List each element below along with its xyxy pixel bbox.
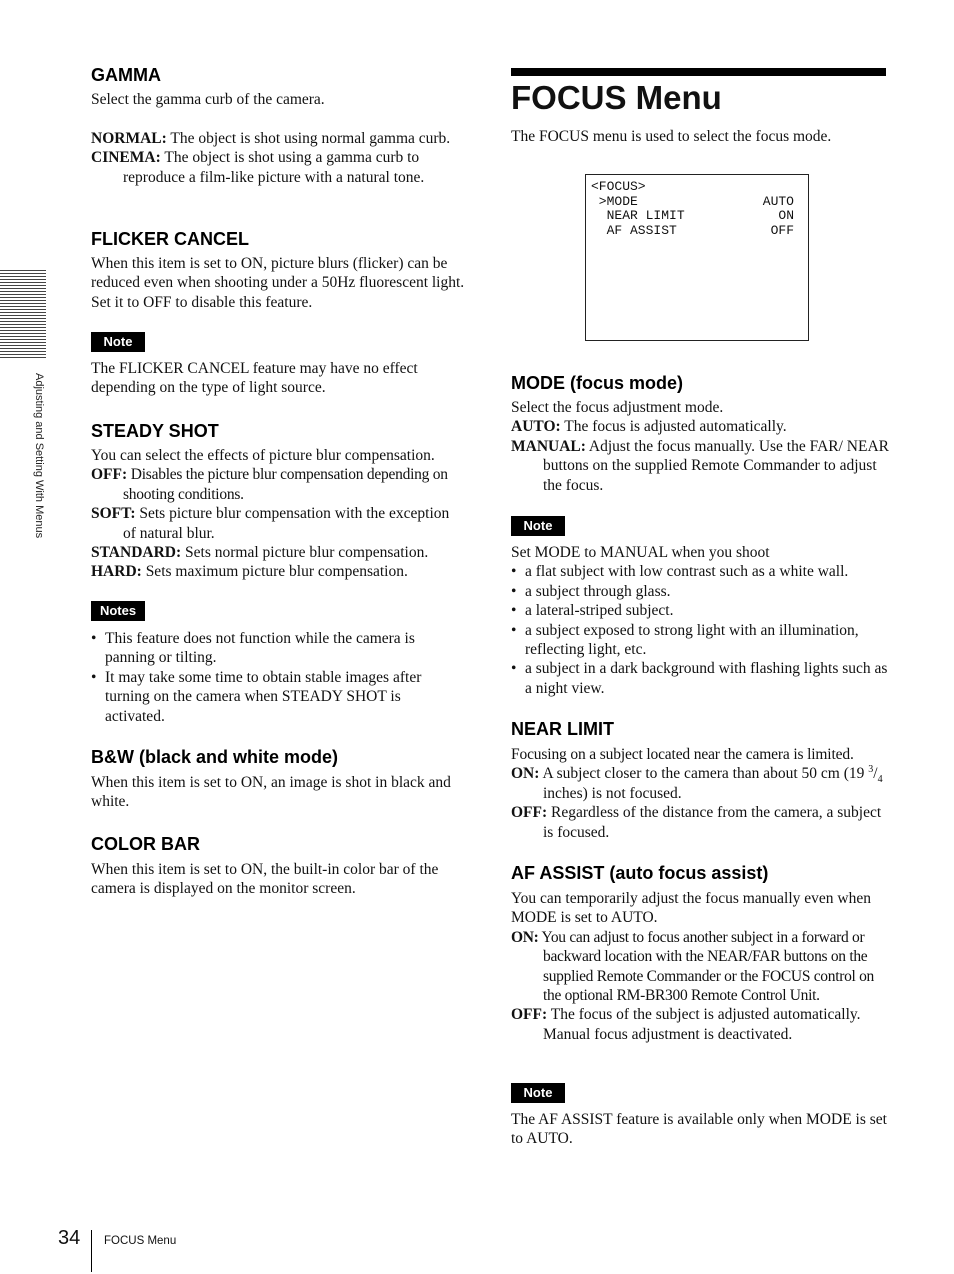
note-badge: Note — [511, 1083, 565, 1103]
steady-shot-notes — [91, 629, 461, 726]
note-badge: Note — [91, 332, 145, 352]
af-assist-on: ON: You can adjust to focus another subject in a forward or backward location with the NEAR/FAR buttons on the supplied Remote Commander or the FOCUS control on the optional RM-BR300 Remote Control Unit. — [511, 928, 875, 1005]
steady-shot-intro: You can select the effects of picture blur compensation. — [91, 447, 435, 464]
gamma-section — [91, 90, 466, 187]
section-tab-marker — [0, 270, 46, 358]
menu-row-near-limit: NEAR LIMIT ON — [591, 208, 794, 223]
list-item: • a subject through glass. — [511, 582, 671, 600]
focus-menu-screen — [585, 174, 809, 341]
focus-menu-intro: The FOCUS menu is used to select the focus mode. — [511, 128, 832, 145]
list-item: • This feature does not function while the camera is panning or tilting. — [91, 630, 415, 667]
color-bar-heading: COLOR BAR — [91, 834, 200, 854]
near-limit-intro: Focusing on a subject located near the camera is limited. — [511, 746, 854, 763]
mode-note — [511, 543, 891, 698]
mode-note-intro: Set MODE to MANUAL when you shoot — [511, 544, 770, 561]
section-tab-label: Adjusting and Setting With Menus — [33, 373, 45, 539]
mode-auto: AUTO: The focus is adjusted automatically. — [511, 418, 787, 436]
mode-intro: Select the focus adjustment mode. — [511, 399, 724, 416]
near-limit-heading: NEAR LIMIT — [511, 719, 614, 739]
af-assist-heading: AF ASSIST (auto focus assist) — [511, 863, 769, 883]
gamma-cinema: CINEMA: The object is shot using a gamma curb to reproduce a film-like picture with a natural tone. — [91, 149, 425, 186]
list-item: • a flat subject with low contrast such as a white wall. — [511, 563, 849, 581]
footer-section-label: FOCUS Menu — [104, 1235, 177, 1247]
steady-shot-heading: STEADY SHOT — [91, 421, 219, 441]
near-limit-off: OFF: Regardless of the distance from the camera, a subject is focused. — [511, 804, 882, 841]
mode-manual: MANUAL: Adjust the focus manually. Use the FAR/ NEAR buttons on the supplied Remote Commander to adjust the focus. — [511, 437, 889, 494]
steady-shot-hard: HARD: Sets maximum picture blur compensation. — [91, 563, 408, 581]
color-bar-body: When this item is set to ON, the built-in color bar of the camera is displayed on the monitor screen. — [91, 861, 439, 898]
note-badge: Note — [511, 516, 565, 536]
near-limit-section — [511, 745, 891, 842]
list-item: • a lateral-striped subject. — [511, 602, 674, 620]
page-number: 34 — [58, 1227, 81, 1249]
gamma-normal: NORMAL: The object is shot using normal gamma curb. — [91, 129, 451, 147]
bw-heading: B&W (black and white mode) — [91, 747, 339, 767]
af-assist-off: OFF: The focus of the subject is adjusted automatically. Manual focus adjustment is deactivated. — [511, 1006, 861, 1043]
notes-badge: Notes — [91, 601, 145, 621]
gamma-heading: GAMMA — [91, 65, 161, 85]
steady-shot-standard: STANDARD: Sets normal picture blur compensation. — [91, 544, 429, 562]
flicker-cancel-note: The FLICKER CANCEL feature may have no effect depending on the type of light source. — [91, 360, 418, 397]
af-assist-section — [511, 889, 889, 1044]
menu-row-mode: >MODE AUTO — [591, 193, 794, 209]
mode-section — [511, 398, 889, 495]
steady-shot-soft: SOFT: Sets picture blur compensation with the exception of natural blur. — [91, 505, 450, 542]
steady-shot-section — [91, 446, 466, 582]
list-item: • a subject exposed to strong light with an illumination, reflecting light, etc. — [511, 621, 859, 659]
flicker-cancel-body: When this item is set to ON, picture blurs (flicker) can be reduced even when shooting under a 50Hz fluorescent light. Set it to OFF to disable this feature. — [91, 255, 465, 311]
af-assist-intro: You can temporarily adjust the focus manually even when MODE is set to AUTO. — [511, 890, 872, 927]
page-title: FOCUS Menu — [511, 79, 722, 116]
menu-row-af-assist: AF ASSIST OFF — [591, 222, 794, 238]
list-item: • It may take some time to obtain stable images after turning on the camera when STEADY SHOT is activated. — [91, 668, 422, 725]
footer-divider — [91, 1230, 92, 1272]
mode-heading: MODE (focus mode) — [511, 373, 684, 393]
steady-shot-off: OFF: Disables the picture blur compensation depending on shooting conditions. — [91, 466, 448, 503]
gamma-intro: Select the gamma curb of the camera. — [91, 91, 325, 108]
af-assist-note: The AF ASSIST feature is available only when MODE is set to AUTO. — [511, 1111, 887, 1148]
near-limit-on: ON: A subject closer to the camera than about 50 cm (19 $^3/_4$ inches) is not focused. — [511, 764, 883, 802]
title-rule — [511, 68, 886, 76]
flicker-cancel-heading: FLICKER CANCEL — [91, 229, 249, 249]
menu-screen-header: <FOCUS> — [591, 179, 646, 194]
bw-body: When this item is set to ON, an image is shot in black and white. — [91, 774, 451, 811]
list-item: • a subject in a dark background with flashing lights such as a night view. — [511, 660, 888, 697]
